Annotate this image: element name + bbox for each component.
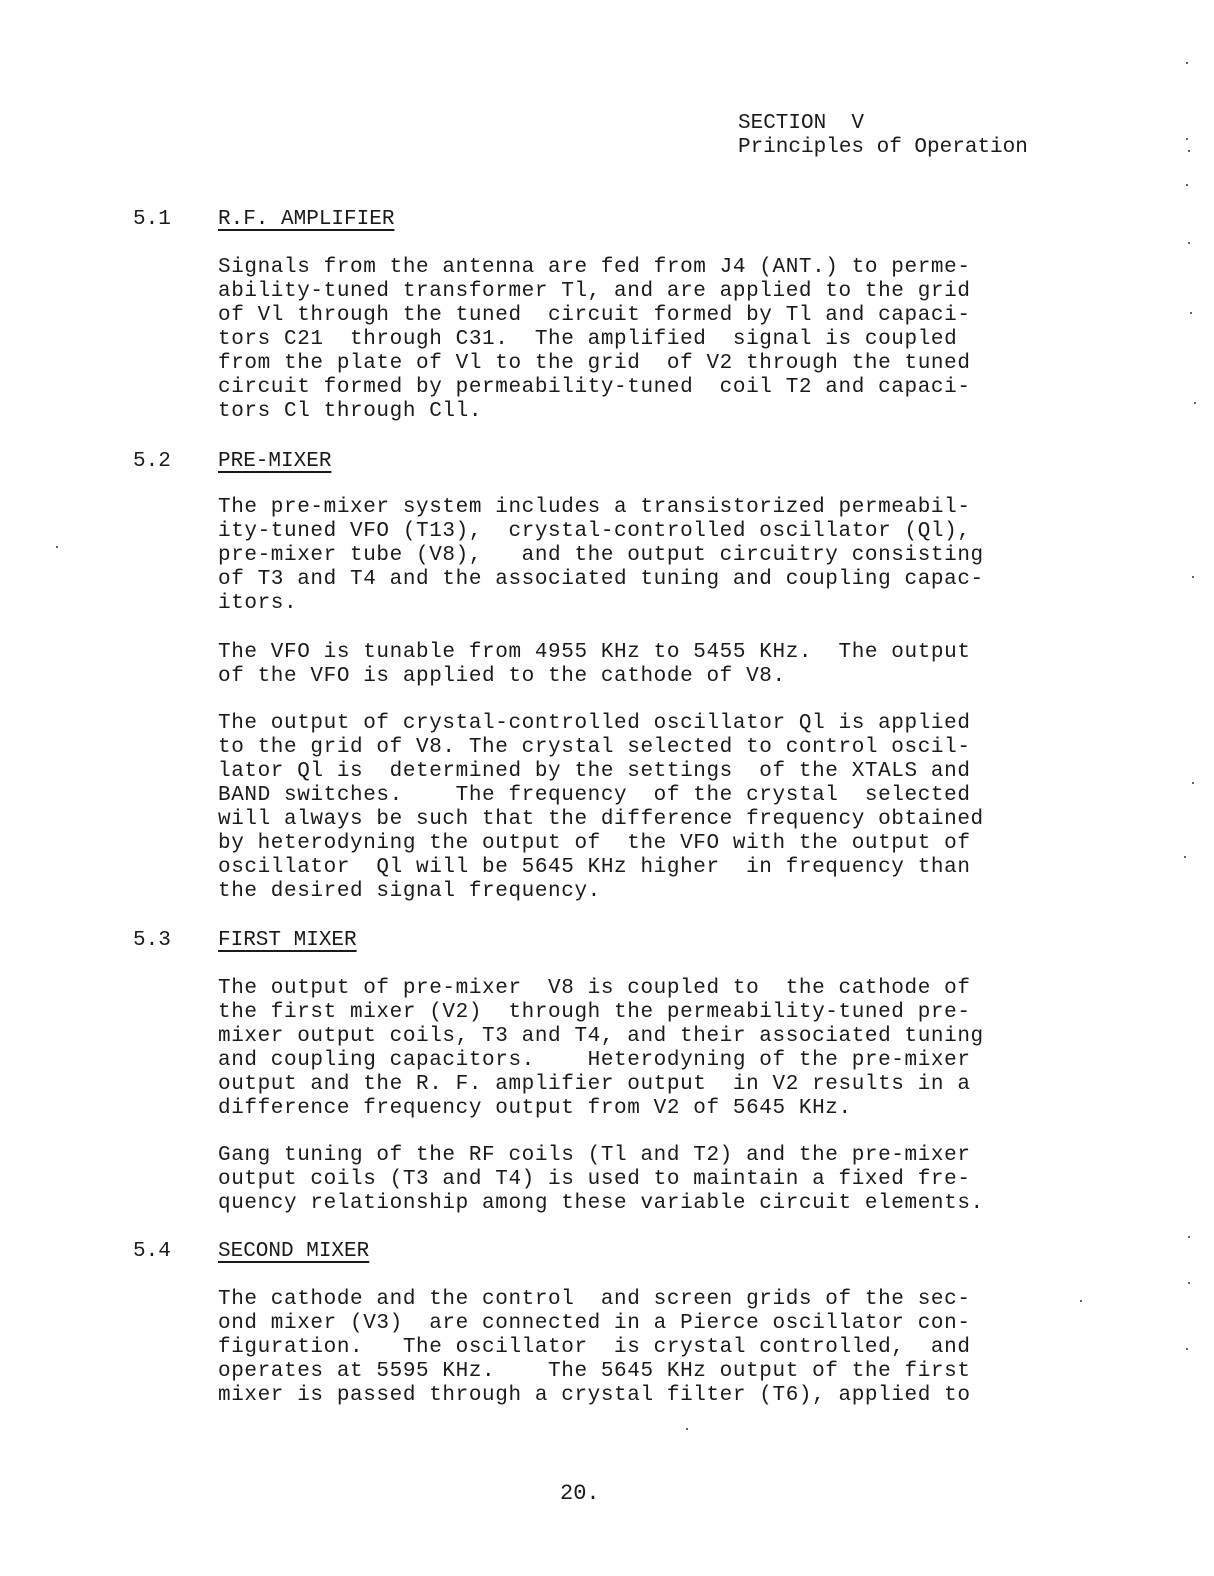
header-section-label: SECTION V [738,112,865,135]
page-number: 20. [560,1481,600,1506]
scan-speck [1080,1300,1082,1302]
paragraph: The cathode and the control and screen grids of the sec- ond mixer (V3) are connected in a Pierce oscillator con- figuration. The oscillator is crystal controlled, and operates at 5595 KHz. The 5645 KHz output of the first mixer is passed through a crystal filter (T6), applied to [218,1288,971,1407]
scan-speck [1188,242,1190,244]
paragraph: The pre-mixer system includes a transistorized permeabil- ity-tuned VFO (T13), crystal-controlled oscillator (Ql), pre-mixer tube (V8), and the output circuitry consisting of T3 and T4 and the associated tuning and coupling capac- itors. [218,496,984,615]
paragraph: Signals from the antenna are fed from J4 (ANT.) to perme- ability-tuned transformer Tl, and are applied to the grid of Vl through the tuned circuit formed by Tl and capaci- tors C21 through C31. The amplified signal is coupled from the plate of Vl to the grid of V2 through the tuned circuit formed by permeability-tuned coil T2 and capaci- tors Cl through Cll. [218,256,971,423]
paragraph: The VFO is tunable from 4955 KHz to 5455 KHz. The output of the VFO is applied to the cathode of V8. [218,641,971,688]
scan-speck [1186,62,1188,64]
header-section-subtitle: Principles of Operation [738,136,1028,159]
scan-speck [1184,856,1186,858]
scan-speck [1194,402,1196,404]
section-title: SECOND MIXER [218,1240,370,1263]
scan-speck [1186,138,1188,140]
scan-speck [1188,1282,1190,1284]
scan-speck [1186,1348,1188,1350]
scan-speck [1188,150,1190,152]
scan-speck [686,1428,688,1430]
section-number: 5.4 [133,1240,171,1263]
paragraph: The output of pre-mixer V8 is coupled to the cathode of the first mixer (V2) through the permeability-tuned pre- mixer output coils, T3 and T4, and their associated tuning and coupling capacitors. Heterodyning of the pre-mixer output and the R. F. amplifier output in V2 results in a difference frequency output from V2 of 5645 KHz. [218,977,984,1120]
section-number: 5.2 [133,450,171,473]
paragraph: Gang tuning of the RF coils (Tl and T2) and the pre-mixer output coils (T3 and T4) is used to maintain a fixed fre- quency relationship among these variable circuit elements. [218,1144,984,1215]
scan-speck [1186,184,1188,186]
scan-speck [1192,576,1194,578]
section-number: 5.3 [133,929,171,952]
paragraph: The output of crystal-controlled oscillator Ql is applied to the grid of V8. The crystal selected to control oscil- lator Ql is determined by the settings of the XTALS and BAND switches. The frequency of the crystal selected will always be such that the difference frequency obtained by heterodyning the output of the VFO with the output of oscillator Ql will be 5645 KHz higher in frequency than the desired signal frequency. [218,712,984,903]
scan-speck [1190,312,1192,314]
section-number: 5.1 [133,208,171,231]
section-header [738,112,1028,160]
section-title: PRE-MIXER [218,450,332,473]
scan-speck [1188,1236,1190,1238]
section-title: FIRST MIXER [218,929,357,952]
scan-speck [56,546,58,548]
scan-speck [1192,782,1194,784]
section-title: R.F. AMPLIFIER [218,208,395,231]
